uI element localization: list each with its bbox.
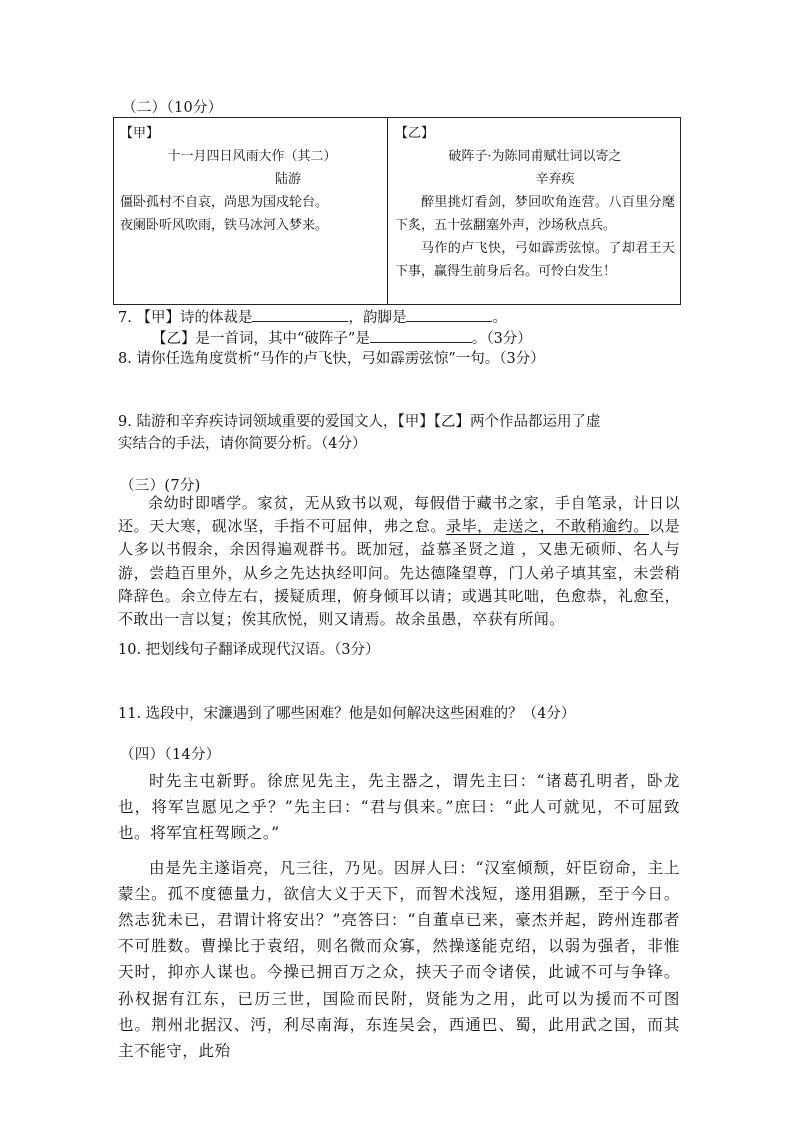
passage-3 (118, 492, 680, 631)
poem-b-para-1: 醉里挑灯看剑，梦回吹角连营。八百里分麾下炙，五十弦翻塞外声，沙场秋点兵。 (395, 195, 675, 233)
question-7-line-1 (118, 306, 507, 329)
poem-a-tag: 【甲】 (120, 126, 160, 141)
q7-text-c: 。 (492, 310, 507, 326)
question-9-line-1: 9. 陆游和辛弃疾诗词领域重要的爱国文人，【甲】【乙】两个作品都运用了虚 (118, 414, 601, 430)
poem-a-line-1: 僵卧孤村不自哀，尚思为国戍轮台。 (120, 195, 329, 210)
section-3-label: （三）(7分) (120, 478, 201, 494)
poem-a-title: 十一月四日风雨大作（其二） (167, 149, 337, 164)
passage-4-para-1: 时先主屯新野。徐庶见先主，先主器之，谓先主曰：“诸葛孔明者，卧龙也，将军岂愿见之乎？”先主曰：“君与俱来。”庶曰：“此人可就见，不可屈致也。将军宜枉驾顾之。” (118, 772, 680, 843)
section-4-label: （四）（14分） (120, 747, 221, 763)
q7-text-a: 7. 【甲】诗的体裁是 (118, 310, 253, 326)
poem-b-author: 辛弃疾 (535, 172, 575, 187)
q7-line2-text-a: 【乙】是一首词，其中“破阵子”是 (152, 331, 370, 347)
passage-3-after: 以是人多以书假余，余因得遍观群书。既加冠，益慕圣贤之道 ，又患无硕师、名人与游，尝趋百里外，从乡之先达执经叩问。先达德隆望尊，门人弟子填其室，未尝稍降辞色。余立侍左右，援疑质理，俯身倾耳以请；或遇其叱咄，色愈恭，礼愈至，不敢出一言以复；俟其欣悦，则又请焉。故余虽愚，卒获有所闻。 (118, 517, 681, 629)
poem-a-cell (120, 122, 384, 237)
passage-3-underlined-sentence: 录毕，走送之，不敢稍逾约。 (445, 517, 649, 536)
question-10: 10. 把划线句子翻译成现代汉语。（3分） (118, 642, 380, 658)
question-8: 8. 请你任选角度赏析“马作的卢飞快，弓如霹雳弦惊”一句。（3分） (118, 351, 545, 367)
poem-table (113, 117, 681, 305)
passage-4-para-2: 由是先主遂诣亮，凡三往，乃见。因屏人曰：“汉室倾颓，奸臣窃命，主上蒙尘。孤不度德量力，欲信大义于天下，而智术浅短，遂用猖蹶，至于今日。然志犹未已，君谓计将安出？”亮答曰：“自董卓已来，豪杰并起，跨州连郡者不可胜数。曹操比于袁绍，则名微而众寡，然操遂能克绍，以弱为强者，非惟天时，抑亦人谋也。今操已拥百万之众，挟天子而令诸侯，此诚不可与争锋。孙权据有江东，已历三世，国险而民附，贤能为之用，此可以为援而不可图也。荆州北据汉、沔，利尽南海，东连吴会，西通巴、蜀，此用武之国，而其主不能守，此殆 (118, 858, 680, 1061)
q7-line2-text-b: 。（3分） (471, 331, 532, 347)
q7-answer-blank-2[interactable] (406, 306, 492, 322)
poem-b-title: 破阵子·为陈同甫赋壮词以寄之 (448, 149, 622, 164)
q7-answer-blank-1[interactable] (252, 306, 348, 322)
poem-b-cell (395, 122, 675, 283)
poem-a-author: 陆游 (274, 172, 301, 187)
passage-3-before: 余幼时即嗜学。家贫，无从致书以观，每假借于藏书之家，手自笔录，计日以还。天大寒，砚冰坚，手指不可屈伸，弗之怠。 (118, 494, 680, 536)
poem-b-tag: 【乙】 (395, 126, 435, 141)
question-7-line-2 (152, 327, 532, 350)
table-divider (387, 118, 388, 304)
question-9-line-2: 实结合的手法，请你简要分析。（4分） (118, 436, 367, 452)
passage-4 (118, 768, 680, 1072)
question-11: 11. 选段中，宋濂遇到了哪些困难？他是如何解决这些困难的？（4分） (118, 706, 576, 722)
q7-answer-blank-3[interactable] (370, 327, 472, 343)
poem-a-line-2: 夜阑卧听风吹雨，铁马冰河入梦来。 (120, 218, 329, 233)
poem-b-para-2: 马作的卢飞快，弓如霹雳弦惊。了却君王天下事，赢得生前身后名。可怜白发生！ (395, 241, 675, 279)
q7-text-b: ，韵脚是 (348, 310, 407, 326)
section-2-label: （二）（10分） (122, 100, 223, 116)
